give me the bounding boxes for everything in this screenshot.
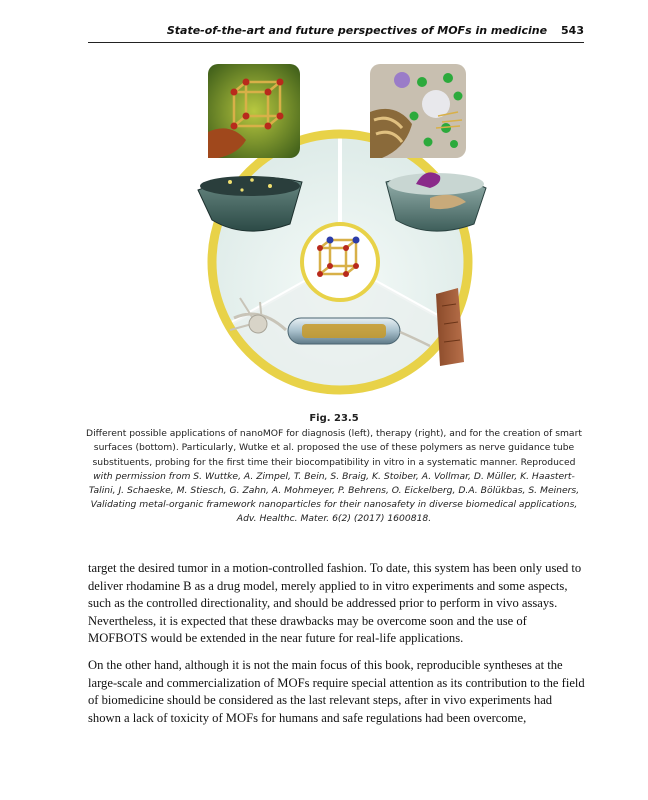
running-title: State-of-the-art and future perspectives of MOFs in medicine xyxy=(166,24,548,37)
paragraph: On the other hand, although it is not the main focus of this book, reproducible syntheses at the large-scale and commercialization of MOFs require special attention as its contribution to the field of biomedicine should be considered as the last relevant steps, after in vivo experiments had shown a lack of toxicity of MOFs for humans and safe regulations had been overcome, xyxy=(88,657,585,725)
nanomof-applications-illustration xyxy=(190,62,490,412)
therapy-vessel xyxy=(386,172,486,231)
center-mof-cube xyxy=(302,224,378,300)
running-header xyxy=(88,22,584,43)
paragraph: target the desired tumor in a motion-controlled fashion. To date, this system has been only used to deliver rhodamine B as a drug model, merely applied to in vitro experiments and some aspects, such as the controlled directionality, and should be addressed prior to perform in vivo assays. Nevertheless, it is expected that these drawbacks may be overcome soon and the use of MOFBOTS would be extended in the near future for real-life applications. xyxy=(88,561,582,646)
body-text xyxy=(88,560,588,736)
caption-text: Different possible applications of nanoMOF for diagnosis (left), therapy (right), and for the creation of smart surfaces (bottom). Particularly, Wutke et al. proposed the use of these polymers as nerve guidance tube substituents, probing for the first time their biocompatibility in vitro in a systematic manner. Reproduced xyxy=(86,428,582,468)
figure-caption xyxy=(84,412,584,527)
diagnosis-inset xyxy=(208,64,300,158)
figure-label: Fig. 23.5 xyxy=(309,413,359,424)
caption-citation: with permission from S. Wuttke, A. Zimpel, T. Bein, S. Braig, K. Stoiber, A. Vollmar, D. Müller, K. Haastert-Talini, J. Schaeske, M. Stiesch, G. Zahn, A. Mohmeyer, P. Behrens, O. Eickelberg, D.A. Bölükbas, S. Meiners, Validating metal-organic framework nanoparticles for their nanosafety in diverse biomedical applications, Adv. Healthc. Mater. 6(2) (2017) 1600818. xyxy=(88,470,580,525)
therapy-inset xyxy=(370,64,466,158)
page-number: 543 xyxy=(561,24,584,37)
figure-illustration xyxy=(190,62,490,412)
